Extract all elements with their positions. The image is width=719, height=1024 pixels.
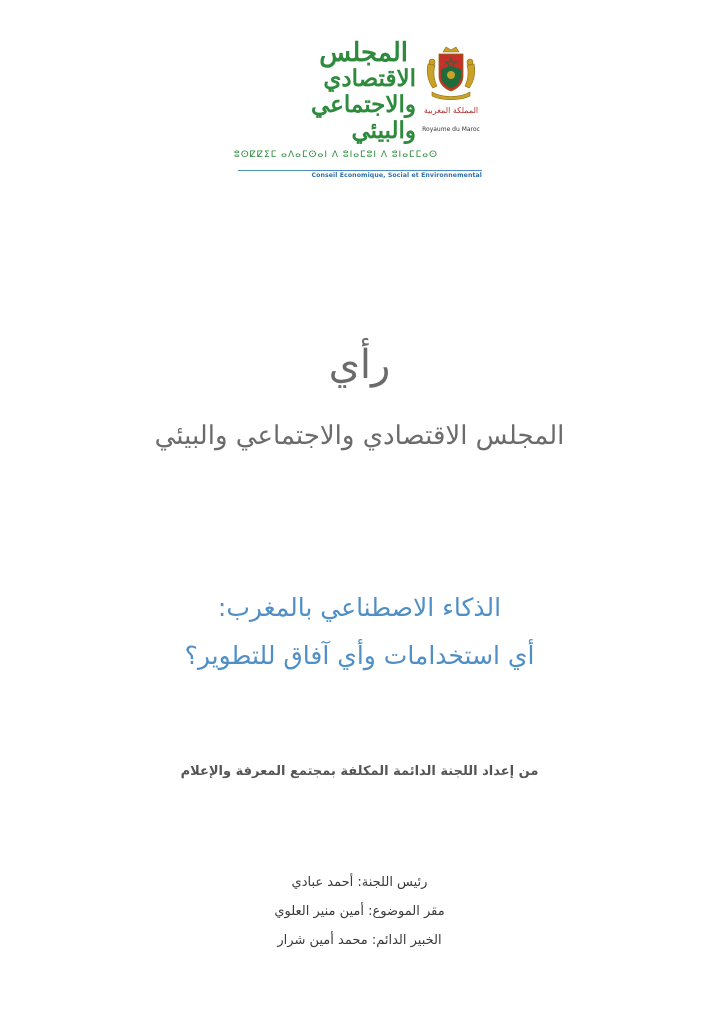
kingdom-name-french: Royaume du Maroc [422, 126, 480, 133]
credits-list [0, 868, 719, 955]
council-name-french: Conseil Economique, Social et Environnemental [311, 172, 482, 179]
credit-rapporteur: مقر الموضوع: أمين منير العلوي [274, 904, 445, 919]
document-type-label: رأي [328, 342, 391, 388]
topic-title-line-2: أي استخدامات وأي آفاق للتطوير؟ [184, 641, 535, 670]
wordmark-line-3: والاجتماعي [311, 91, 416, 118]
council-name-tifinagh: ⵓⵙⵇⵇⵉⵎ ⴰⴷⴰⵎⵙⴰⵏ ⴷ ⵓⵏⴰⵎⵓⵏ ⴷ ⵓⵏⴰⵎⵎⴰⵙ [234, 150, 438, 160]
topic-title-line-1: الذكاء الاصطناعي بالمغرب: [217, 593, 502, 622]
wordmark-line-4: والبيئي [351, 117, 416, 144]
credit-committee-chair: رئيس اللجنة: أحمد عبادي [291, 875, 428, 890]
kingdom-name-arabic: المملكة المغربية [423, 106, 479, 115]
cese-logo-block [230, 40, 492, 185]
council-title: المجلس الاقتصادي والاجتماعي والبيئي [154, 421, 565, 451]
prepared-by-committee: من إعداد اللجنة الدائمة المكلفة بمجتمع المعرفة والإعلام [180, 764, 539, 779]
credit-permanent-expert: الخبير الدائم: محمد أمين شرار [277, 933, 442, 948]
wordmark-line-1: المجلس [319, 38, 408, 68]
wordmark-line-2: الاقتصادي [323, 65, 416, 92]
council-wordmark-arabic [236, 40, 416, 148]
logo-divider-line [238, 170, 482, 171]
moroccan-royal-coat-of-arms-icon [424, 44, 478, 102]
